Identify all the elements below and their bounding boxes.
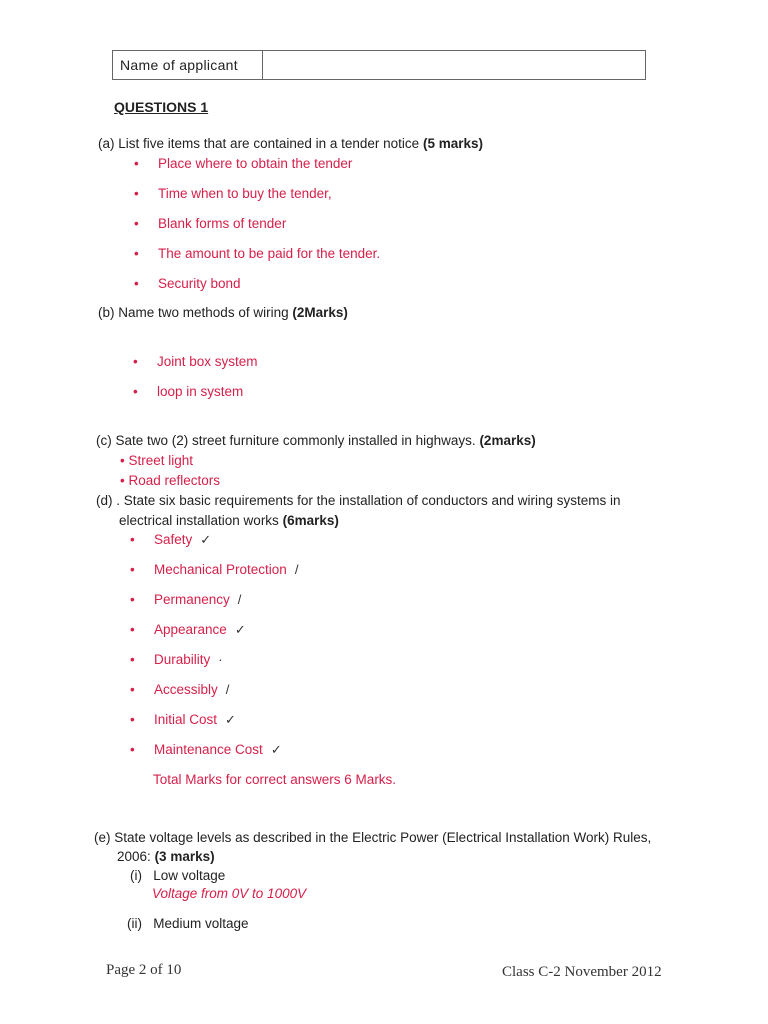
page-number: Page 2 of 10 bbox=[106, 962, 182, 978]
answer-a-2: • Time when to buy the tender, bbox=[134, 186, 332, 201]
answer-e-1: Voltage from 0V to 1000V bbox=[152, 886, 307, 901]
question-e-marks: (3 marks) bbox=[154, 849, 215, 864]
answer-d-6: • Accessibly / bbox=[130, 682, 230, 697]
question-e-label: (e) bbox=[94, 830, 111, 845]
answer-b-2: • loop in system bbox=[133, 384, 244, 399]
tick-mark: ✓ bbox=[234, 622, 246, 637]
tick-mark: ✓ bbox=[225, 712, 236, 727]
question-b bbox=[98, 305, 348, 320]
question-a-text: List five items that are contained in a tender notice bbox=[118, 136, 420, 151]
question-a-marks: (5 marks) bbox=[422, 136, 484, 151]
question-e bbox=[94, 830, 651, 845]
tick-mark: / bbox=[294, 562, 299, 577]
question-d-text: . State six basic requirements for the installation of conductors and wiring systems in bbox=[116, 493, 621, 508]
answer-a-5: • Security bond bbox=[134, 276, 241, 291]
question-a bbox=[98, 136, 483, 151]
question-a-label: (a) bbox=[98, 136, 115, 151]
answer-d-total: Total Marks for correct answers 6 Marks. bbox=[153, 772, 397, 787]
answer-d-2: • Mechanical Protection / bbox=[130, 562, 299, 577]
question-d-marks: (6marks) bbox=[282, 513, 339, 528]
answer-d-3: • Permanency / bbox=[130, 592, 242, 607]
tick-mark: ✓ bbox=[200, 532, 212, 547]
question-c-marks: (2marks) bbox=[479, 433, 536, 448]
answer-b-1: • Joint box system bbox=[133, 354, 258, 369]
question-e-text: State voltage levels as described in the Electric Power (Electrical Installation Work) Rules, bbox=[114, 830, 652, 845]
question-d-line2: electrical installation works (6marks) bbox=[119, 513, 339, 528]
tick-mark: / bbox=[225, 682, 230, 697]
answer-c-1: • Street light bbox=[120, 453, 194, 468]
question-d bbox=[96, 493, 621, 508]
question-d-label: (d) bbox=[96, 493, 113, 508]
applicant-label: Name of applicant bbox=[113, 51, 263, 79]
sub-question-ii: (ii) Medium voltage bbox=[127, 916, 249, 931]
answer-a-4: • The amount to be paid for the tender. bbox=[134, 246, 381, 261]
question-c bbox=[96, 433, 536, 448]
answer-a-3: • Blank forms of tender bbox=[134, 216, 287, 231]
question-b-marks: (2Marks) bbox=[292, 305, 348, 320]
question-b-label: (b) bbox=[98, 305, 115, 320]
applicant-table bbox=[112, 50, 646, 80]
question-c-text: Sate two (2) street furniture commonly installed in highways. bbox=[115, 433, 476, 448]
question-c-label: (c) bbox=[96, 433, 112, 448]
answer-d-8: • Maintenance Cost ✓ bbox=[130, 742, 282, 757]
applicant-name-field[interactable] bbox=[263, 51, 645, 79]
answer-d-7: • Initial Cost ✓ bbox=[130, 712, 236, 727]
tick-mark: ✓ bbox=[270, 742, 282, 757]
answer-a-1: • Place where to obtain the tender bbox=[134, 156, 353, 171]
question-e-line2: 2006: (3 marks) bbox=[117, 849, 215, 864]
answer-d-1: • Safety ✓ bbox=[130, 532, 212, 547]
tick-mark: · bbox=[218, 652, 223, 667]
answer-d-4: • Appearance ✓ bbox=[130, 622, 246, 637]
sub-question-i: (i) Low voltage bbox=[130, 868, 226, 883]
tick-mark: / bbox=[237, 592, 242, 607]
exam-label: Class C-2 November 2012 bbox=[502, 964, 662, 980]
question-b-text: Name two methods of wiring bbox=[118, 305, 289, 320]
answer-d-5: • Durability · bbox=[130, 652, 223, 667]
section-heading: QUESTIONS 1 bbox=[114, 99, 209, 115]
answer-c-2: • Road reflectors bbox=[120, 473, 221, 488]
